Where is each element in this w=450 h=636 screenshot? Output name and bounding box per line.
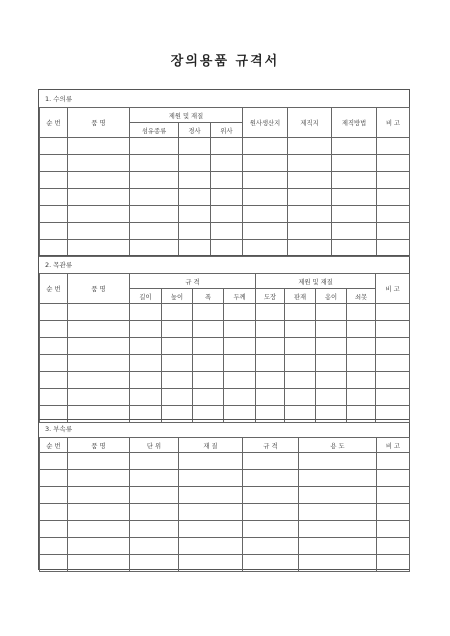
accessories-table	[39, 437, 410, 572]
table-cell[interactable]	[377, 240, 410, 257]
section-label: 3. 부속류	[45, 425, 73, 433]
header-nail: 쇠못	[347, 289, 376, 304]
table-cell[interactable]	[256, 372, 285, 389]
table-cell[interactable]	[316, 304, 347, 321]
table-row	[40, 321, 410, 338]
table-cell[interactable]	[68, 355, 130, 372]
table-cell[interactable]	[68, 389, 130, 406]
table-cell[interactable]	[40, 189, 68, 206]
table-row	[40, 304, 410, 321]
table-cell[interactable]	[285, 389, 316, 406]
table-cell[interactable]	[316, 355, 347, 372]
table-cell[interactable]	[377, 487, 410, 504]
table-cell[interactable]	[377, 189, 410, 206]
table-cell[interactable]	[347, 338, 376, 355]
table-cell[interactable]	[68, 172, 130, 189]
table-row	[40, 172, 410, 189]
header-spec: 규 격	[243, 438, 299, 453]
table-cell[interactable]	[130, 453, 179, 470]
table-cell[interactable]	[130, 555, 179, 572]
table-row	[40, 521, 410, 538]
table-cell[interactable]	[68, 138, 130, 155]
table-cell[interactable]	[243, 206, 288, 223]
table-cell[interactable]	[288, 189, 332, 206]
table-cell[interactable]	[179, 504, 243, 521]
table-cell[interactable]	[162, 389, 193, 406]
table-cell[interactable]	[40, 338, 68, 355]
header-use: 용 도	[299, 438, 377, 453]
table-cell[interactable]	[316, 338, 347, 355]
table-cell[interactable]	[179, 206, 211, 223]
table-cell[interactable]	[162, 321, 193, 338]
table-cell[interactable]	[243, 555, 299, 572]
table-cell[interactable]	[243, 470, 299, 487]
table-cell[interactable]	[40, 206, 68, 223]
table-row	[40, 453, 410, 470]
header-knot: 옹이	[316, 289, 347, 304]
table-cell[interactable]	[288, 223, 332, 240]
table-cell[interactable]	[316, 321, 347, 338]
table-cell[interactable]	[68, 538, 130, 555]
table-cell[interactable]	[224, 321, 256, 338]
header-note: 비 고	[376, 274, 410, 304]
coffins-table	[39, 273, 410, 423]
table-row	[40, 338, 410, 355]
table-cell[interactable]	[347, 355, 376, 372]
header-coating: 도장	[256, 289, 285, 304]
table-cell[interactable]	[347, 321, 376, 338]
table-cell[interactable]	[68, 504, 130, 521]
table-row	[40, 372, 410, 389]
table-cell[interactable]	[211, 172, 243, 189]
table-cell[interactable]	[377, 172, 410, 189]
table-cell[interactable]	[285, 355, 316, 372]
table-cell[interactable]	[377, 155, 410, 172]
table-cell[interactable]	[130, 155, 179, 172]
table-cell[interactable]	[211, 206, 243, 223]
table-cell[interactable]	[256, 304, 285, 321]
table-cell[interactable]	[299, 453, 377, 470]
table-cell[interactable]	[130, 223, 179, 240]
table-cell[interactable]	[40, 155, 68, 172]
header-thickness: 두께	[224, 289, 256, 304]
table-cell[interactable]	[40, 240, 68, 257]
garments-table	[39, 107, 410, 257]
table-cell[interactable]	[40, 487, 68, 504]
table-cell[interactable]	[316, 389, 347, 406]
table-cell[interactable]	[211, 155, 243, 172]
table-cell[interactable]	[377, 206, 410, 223]
table-cell[interactable]	[224, 355, 256, 372]
table-cell[interactable]	[162, 338, 193, 355]
table-cell[interactable]	[162, 304, 193, 321]
header-maker: 제직지	[288, 108, 332, 138]
table-cell[interactable]	[179, 487, 243, 504]
table-cell[interactable]	[130, 487, 179, 504]
header-seq: 순 번	[40, 274, 68, 304]
table-cell[interactable]	[347, 372, 376, 389]
table-cell[interactable]	[130, 206, 179, 223]
table-cell[interactable]	[243, 504, 299, 521]
table-cell[interactable]	[179, 155, 211, 172]
table-cell[interactable]	[40, 538, 68, 555]
table-cell[interactable]	[243, 223, 288, 240]
table-cell[interactable]	[299, 470, 377, 487]
table-cell[interactable]	[377, 555, 410, 572]
table-cell[interactable]	[288, 172, 332, 189]
table-cell[interactable]	[130, 138, 179, 155]
table-cell[interactable]	[179, 470, 243, 487]
table-cell[interactable]	[179, 223, 211, 240]
spec-form	[38, 89, 410, 570]
table-cell[interactable]	[332, 189, 377, 206]
table-cell[interactable]	[130, 372, 162, 389]
table-cell[interactable]	[193, 321, 224, 338]
table-cell[interactable]	[40, 389, 68, 406]
table-cell[interactable]	[130, 321, 162, 338]
table-cell[interactable]	[256, 321, 285, 338]
header-name: 품 명	[68, 108, 130, 138]
table-cell[interactable]	[377, 521, 410, 538]
table-row	[40, 389, 410, 406]
table-cell[interactable]	[130, 504, 179, 521]
table-cell[interactable]	[162, 355, 193, 372]
table-row	[40, 487, 410, 504]
table-row	[40, 223, 410, 240]
table-cell[interactable]	[68, 470, 130, 487]
section-label: 1. 수의류	[45, 95, 73, 103]
table-cell[interactable]	[377, 223, 410, 240]
table-cell[interactable]	[130, 470, 179, 487]
header-warp: 경사	[179, 123, 211, 138]
header-height: 높이	[162, 289, 193, 304]
table-cell[interactable]	[130, 389, 162, 406]
section-divider	[39, 255, 409, 256]
table-cell[interactable]	[40, 304, 68, 321]
table-cell[interactable]	[256, 389, 285, 406]
table-cell[interactable]	[288, 155, 332, 172]
table-cell[interactable]	[377, 453, 410, 470]
table-cell[interactable]	[347, 389, 376, 406]
header-origin: 원사생산지	[243, 108, 288, 138]
table-row	[40, 155, 410, 172]
table-cell[interactable]	[68, 372, 130, 389]
table-cell[interactable]	[130, 538, 179, 555]
header-spec-material: 제원 및 재질	[256, 274, 376, 289]
table-cell[interactable]	[68, 321, 130, 338]
table-cell[interactable]	[285, 338, 316, 355]
table-cell[interactable]	[179, 189, 211, 206]
table-row	[40, 504, 410, 521]
table-cell[interactable]	[179, 138, 211, 155]
table-row	[40, 189, 410, 206]
table-cell[interactable]	[332, 240, 377, 257]
table-cell[interactable]	[40, 321, 68, 338]
table-cell[interactable]	[243, 487, 299, 504]
section-label: 2. 목관류	[45, 261, 73, 269]
table-cell[interactable]	[162, 372, 193, 389]
table-cell[interactable]	[243, 138, 288, 155]
table-row	[40, 355, 410, 372]
table-cell[interactable]	[179, 521, 243, 538]
table-cell[interactable]	[285, 321, 316, 338]
table-cell[interactable]	[243, 172, 288, 189]
header-note: 비 고	[377, 438, 410, 453]
table-cell[interactable]	[224, 338, 256, 355]
table-cell[interactable]	[68, 521, 130, 538]
table-cell[interactable]	[288, 138, 332, 155]
table-row	[40, 555, 410, 572]
header-method: 제직방법	[332, 108, 377, 138]
table-cell[interactable]	[316, 372, 347, 389]
table-cell[interactable]	[288, 206, 332, 223]
table-cell[interactable]	[243, 521, 299, 538]
header-dimensions: 규 격	[130, 274, 256, 289]
table-cell[interactable]	[68, 206, 130, 223]
table-cell[interactable]	[377, 504, 410, 521]
table-cell[interactable]	[179, 538, 243, 555]
table-cell[interactable]	[179, 172, 211, 189]
table-cell[interactable]	[40, 453, 68, 470]
table-cell[interactable]	[40, 172, 68, 189]
table-cell[interactable]	[40, 504, 68, 521]
header-seq: 순 번	[40, 108, 68, 138]
table-cell[interactable]	[224, 389, 256, 406]
table-cell[interactable]	[376, 321, 410, 338]
table-cell[interactable]	[377, 538, 410, 555]
table-cell[interactable]	[211, 138, 243, 155]
table-cell[interactable]	[179, 240, 211, 257]
table-cell[interactable]	[256, 355, 285, 372]
table-cell[interactable]	[130, 172, 179, 189]
table-cell[interactable]	[376, 338, 410, 355]
table-cell[interactable]	[68, 240, 130, 257]
header-name: 품 명	[68, 274, 130, 304]
table-cell[interactable]	[68, 223, 130, 240]
table-cell[interactable]	[130, 521, 179, 538]
table-cell[interactable]	[68, 487, 130, 504]
table-cell[interactable]	[376, 372, 410, 389]
table-cell[interactable]	[211, 240, 243, 257]
section-divider	[39, 419, 409, 420]
table-cell[interactable]	[130, 240, 179, 257]
header-length: 길이	[130, 289, 162, 304]
table-cell[interactable]	[40, 223, 68, 240]
header-seq: 순 번	[40, 438, 68, 453]
table-cell[interactable]	[299, 538, 377, 555]
table-cell[interactable]	[130, 338, 162, 355]
table-cell[interactable]	[130, 304, 162, 321]
table-cell[interactable]	[224, 372, 256, 389]
page-title: 장의용품 규격서	[170, 54, 280, 69]
table-cell[interactable]	[256, 338, 285, 355]
table-cell[interactable]	[193, 338, 224, 355]
table-cell[interactable]	[243, 538, 299, 555]
header-material: 재 질	[179, 438, 243, 453]
table-cell[interactable]	[376, 389, 410, 406]
table-cell[interactable]	[68, 304, 130, 321]
table-row	[40, 240, 410, 257]
table-cell[interactable]	[193, 389, 224, 406]
table-cell[interactable]	[332, 223, 377, 240]
table-cell[interactable]	[376, 355, 410, 372]
table-cell[interactable]	[211, 223, 243, 240]
table-cell[interactable]	[299, 521, 377, 538]
table-row	[40, 538, 410, 555]
table-cell[interactable]	[376, 304, 410, 321]
table-row	[40, 470, 410, 487]
header-unit: 단 위	[130, 438, 179, 453]
table-cell[interactable]	[299, 555, 377, 572]
table-cell[interactable]	[68, 453, 130, 470]
table-cell[interactable]	[347, 304, 376, 321]
header-board: 판재	[285, 289, 316, 304]
table-row	[40, 206, 410, 223]
table-cell[interactable]	[285, 304, 316, 321]
table-cell[interactable]	[40, 555, 68, 572]
table-cell[interactable]	[193, 304, 224, 321]
table-cell[interactable]	[179, 453, 243, 470]
table-cell[interactable]	[377, 470, 410, 487]
table-cell[interactable]	[193, 372, 224, 389]
table-cell[interactable]	[130, 355, 162, 372]
table-cell[interactable]	[332, 206, 377, 223]
table-cell[interactable]	[68, 189, 130, 206]
table-cell[interactable]	[243, 240, 288, 257]
header-fiber: 섬유종류	[130, 123, 179, 138]
table-cell[interactable]	[40, 521, 68, 538]
table-cell[interactable]	[288, 240, 332, 257]
table-cell[interactable]	[130, 189, 179, 206]
table-cell[interactable]	[243, 155, 288, 172]
table-cell[interactable]	[332, 172, 377, 189]
table-cell[interactable]	[68, 555, 130, 572]
table-cell[interactable]	[68, 338, 130, 355]
table-cell[interactable]	[40, 470, 68, 487]
table-cell[interactable]	[243, 189, 288, 206]
table-cell[interactable]	[377, 138, 410, 155]
table-cell[interactable]	[332, 138, 377, 155]
table-cell[interactable]	[68, 155, 130, 172]
table-cell[interactable]	[40, 355, 68, 372]
header-weft: 위사	[211, 123, 243, 138]
table-cell[interactable]	[299, 487, 377, 504]
header-name: 품 명	[68, 438, 130, 453]
header-note: 비 고	[377, 108, 410, 138]
table-cell[interactable]	[243, 453, 299, 470]
table-cell[interactable]	[40, 138, 68, 155]
table-cell[interactable]	[40, 372, 68, 389]
table-row	[40, 138, 410, 155]
table-cell[interactable]	[285, 372, 316, 389]
table-cell[interactable]	[193, 355, 224, 372]
table-cell[interactable]	[299, 504, 377, 521]
header-spec-material: 제원 및 재질	[130, 108, 243, 123]
header-width: 폭	[193, 289, 224, 304]
table-cell[interactable]	[224, 304, 256, 321]
table-cell[interactable]	[332, 155, 377, 172]
table-cell[interactable]	[179, 555, 243, 572]
table-cell[interactable]	[211, 189, 243, 206]
